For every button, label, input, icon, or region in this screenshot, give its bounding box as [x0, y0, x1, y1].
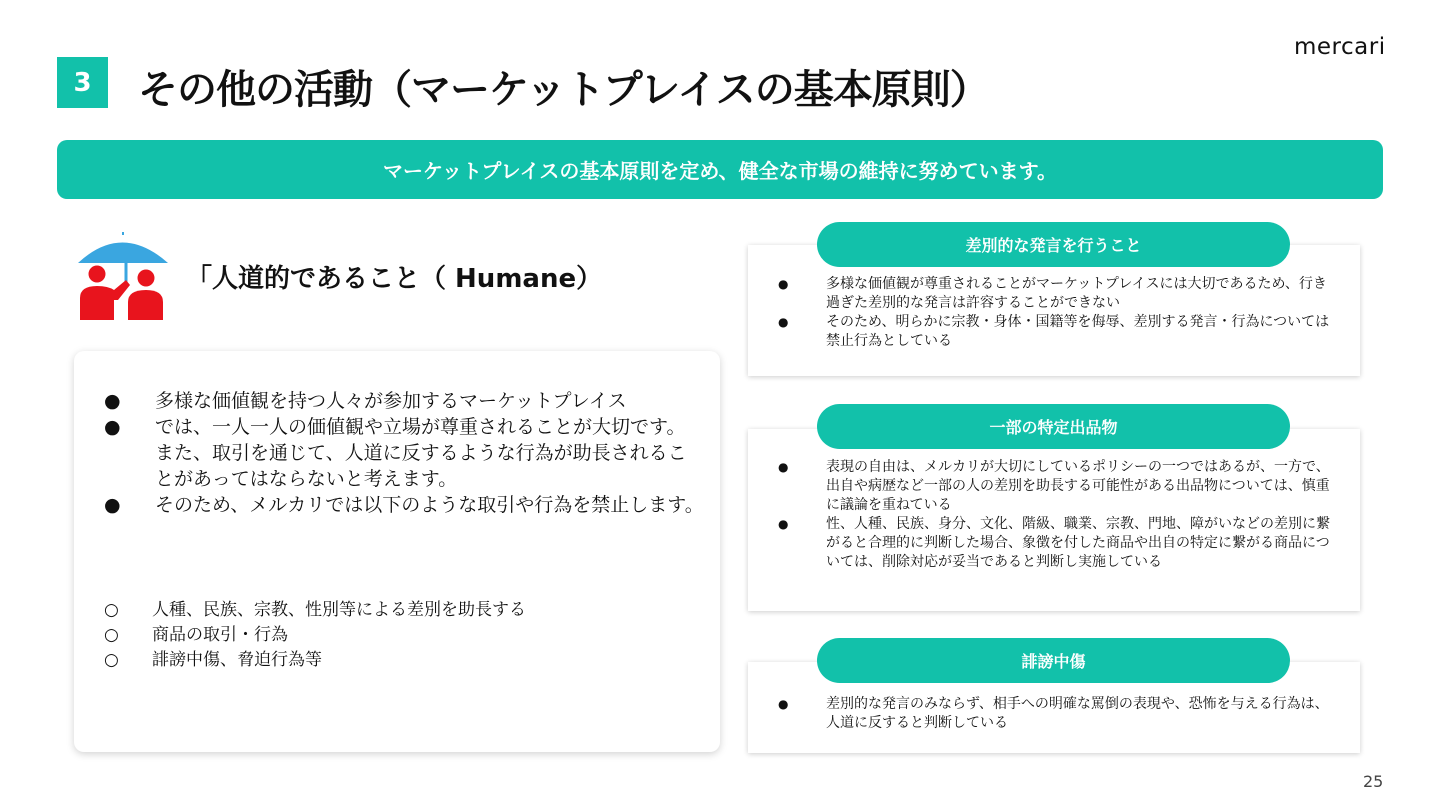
card-title-pill: 一部の特定出品物	[817, 404, 1290, 449]
bullet-icon: ●	[778, 697, 789, 711]
hollow-bullet-icon: ○	[104, 650, 119, 670]
bullet-icon: ●	[104, 494, 121, 516]
card-title-pill: 誹謗中傷	[817, 638, 1290, 683]
hollow-bullet-icon: ○	[104, 625, 119, 645]
list-item: ○ 人種、民族、宗教、性別等による差別を助長する	[104, 598, 704, 623]
list-item: ● そのため、明らかに宗教・身体・国籍等を侮辱、差別する発言・行為については禁止行為としている	[778, 314, 1330, 349]
page-number: 25	[1363, 772, 1384, 791]
banner-text: マーケットプレイスの基本原則を定め、健全な市場の維持に努めています。	[383, 159, 1057, 183]
bullet-icon: ●	[778, 315, 789, 329]
bullet-icon: ●	[778, 517, 789, 531]
summary-banner	[57, 140, 1383, 199]
humane-explanation-card	[74, 351, 720, 752]
card-item-list	[778, 458, 1338, 572]
list-item: ● 多様な価値観が尊重されることがマーケットプレイスには大切であるため、行き過ぎた差別的な発言は許容することができない	[778, 276, 1327, 311]
prohibited-items-list	[104, 598, 704, 673]
bullet-icon: ●	[778, 460, 789, 474]
list-item: ● では、一人一人の価値観や立場が尊重されることが大切です。また、取引を通じて、人道に反するような行為が助長されることがあってはならないと考えます。	[104, 416, 687, 490]
card-title-pill: 差別的な発言を行うこと	[817, 222, 1290, 267]
list-item: ● 多様な価値観を持つ人々が参加するマーケットプレイス	[104, 390, 627, 412]
page-title: その他の活動（マーケットプレイスの基本原則）	[138, 67, 989, 113]
list-item: ○ 商品の取引・行為	[104, 623, 704, 648]
card-item-list	[778, 695, 1338, 733]
list-item: ○ 誹謗中傷、脅迫行為等	[104, 648, 704, 673]
card-item-list	[778, 275, 1338, 351]
people-umbrella-icon	[76, 230, 172, 322]
hollow-bullet-icon: ○	[104, 600, 119, 620]
specific-listings-card	[748, 429, 1360, 611]
section-number-badge: 3	[57, 57, 108, 108]
bullet-icon: ●	[104, 390, 121, 412]
bullet-icon: ●	[778, 277, 789, 291]
humane-heading: 「人道的であること（ Humane）	[186, 264, 603, 294]
bullet-icon: ●	[104, 416, 121, 438]
explanation-bullet-list	[104, 388, 704, 518]
list-item: ● 性、人種、民族、身分、文化、階級、職業、宗教、門地、障がいなどの差別に繋がると合理的に判断した場合、象徴を付した商品や出自の特定に繋がる商品については、削除対応が妥当であると判断し実施している	[778, 516, 1330, 570]
list-item: ● 差別的な発言のみならず、相手への明確な罵倒の表現や、恐怖を与える行為は、人道に反すると判断している	[778, 696, 1329, 731]
list-item: ● そのため、メルカリでは以下のような取引や行為を禁止します。	[104, 494, 704, 516]
list-item: ● 表現の自由は、メルカリが大切にしているポリシーの一つではあるが、一方で、出自や病歴など一部の人の差別を助長する可能性がある出品物については、慎重に議論を重ねている	[778, 459, 1330, 513]
mercari-logo: mercari	[1294, 34, 1386, 60]
